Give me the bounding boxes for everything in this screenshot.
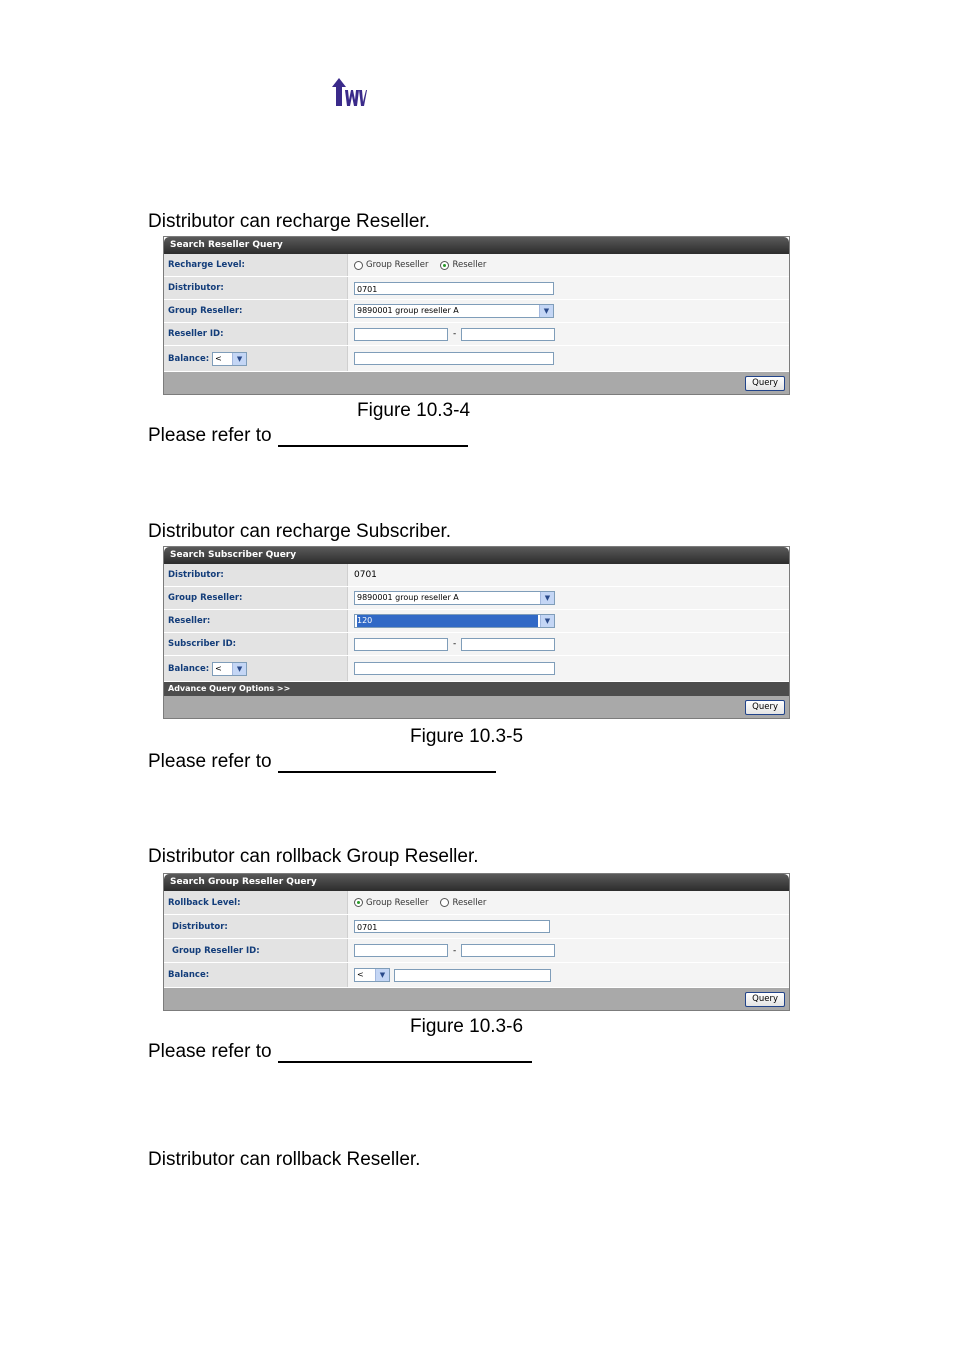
group-reseller-id-from-input[interactable] (354, 944, 448, 957)
reference-blank (278, 427, 468, 447)
group-reseller-label: Group Reseller: (164, 587, 348, 609)
reference-blank (278, 1043, 532, 1063)
figure-caption-1: Figure 10.3-4 (357, 400, 471, 421)
radio-empty-icon (440, 898, 449, 907)
balance-operator-select[interactable]: < ▼ (212, 662, 247, 676)
radio-reseller[interactable]: Reseller (440, 898, 486, 908)
reseller-select[interactable]: 120 ▼ (354, 614, 555, 628)
radio-group-reseller[interactable]: Group Reseller (354, 898, 428, 908)
chevron-down-icon: ▼ (540, 592, 554, 604)
reseller-id-label: Reseller ID: (164, 323, 348, 345)
balance-label: Balance: (164, 963, 348, 987)
query-button[interactable]: Query (745, 700, 785, 715)
balance-operator-select[interactable]: < ▼ (212, 352, 247, 366)
balance-input[interactable] (394, 969, 551, 982)
search-subscriber-query-panel (163, 546, 790, 719)
figure-caption-2: Figure 10.3-5 (410, 726, 524, 747)
distributor-input[interactable]: 0701 (354, 920, 550, 933)
intro-rollback-group-reseller: Distributor can rollback Group Reseller. (148, 846, 479, 867)
intro-recharge-reseller: Distributor can recharge Reseller. (148, 211, 430, 232)
figure-caption-3: Figure 10.3-6 (410, 1016, 524, 1037)
reseller-id-from-input[interactable] (354, 328, 448, 341)
radio-empty-icon (354, 261, 363, 270)
radio-selected-icon (440, 261, 449, 270)
reseller-id-to-input[interactable] (461, 328, 555, 341)
subscriber-id-from-input[interactable] (354, 638, 448, 651)
panel-title: Search Reseller Query (164, 237, 789, 254)
balance-label: Balance: < ▼ (164, 346, 348, 371)
reseller-label: Reseller: (164, 610, 348, 632)
panel-title: Search Subscriber Query (164, 547, 789, 564)
radio-group-reseller[interactable]: Group Reseller (354, 260, 428, 270)
refer-line-2: Please refer to (148, 751, 496, 773)
chevron-down-icon: ▼ (232, 353, 246, 365)
group-reseller-label: Group Reseller: (164, 300, 348, 322)
subscriber-id-label: Subscriber ID: (164, 633, 348, 655)
intro-rollback-reseller: Distributor can rollback Reseller. (148, 1149, 421, 1170)
range-dash: - (453, 639, 457, 649)
distributor-input[interactable]: 0701 (354, 282, 554, 295)
query-button[interactable]: Query (745, 376, 785, 391)
subscriber-id-to-input[interactable] (461, 638, 555, 651)
range-dash: - (453, 945, 457, 956)
distributor-label: Distributor: (164, 277, 348, 299)
recharge-level-label: Recharge Level: (164, 254, 348, 276)
refer-line-1: Please refer to (148, 425, 468, 447)
distributor-value: 0701 (348, 564, 789, 586)
group-reseller-id-label: Group Reseller ID: (164, 939, 348, 962)
brand-logo-icon (331, 78, 367, 108)
intro-recharge-subscriber: Distributor can recharge Subscriber. (148, 521, 452, 542)
radio-reseller[interactable]: Reseller (440, 260, 486, 270)
advance-query-options-link[interactable]: Advance Query Options >> (164, 682, 789, 696)
chevron-down-icon: ▼ (232, 663, 246, 675)
panel-title: Search Group Reseller Query (164, 874, 789, 891)
distributor-label: Distributor: (164, 915, 348, 938)
reference-blank (278, 753, 496, 773)
refer-line-3: Please refer to (148, 1041, 532, 1063)
balance-input[interactable] (354, 662, 555, 675)
chevron-down-icon: ▼ (539, 305, 553, 317)
group-reseller-id-to-input[interactable] (461, 944, 555, 957)
radio-selected-icon (354, 898, 363, 907)
balance-label: Balance: < ▼ (164, 656, 348, 681)
search-reseller-query-panel (163, 236, 790, 395)
balance-operator-select[interactable]: < ▼ (354, 968, 390, 982)
balance-input[interactable] (354, 352, 554, 365)
chevron-down-icon: ▼ (540, 615, 554, 627)
chevron-down-icon: ▼ (375, 969, 389, 981)
group-reseller-select[interactable]: 9890001 group reseller A ▼ (354, 304, 554, 318)
distributor-label: Distributor: (164, 564, 348, 586)
range-dash: - (453, 329, 457, 339)
rollback-level-label: Rollback Level: (164, 891, 348, 914)
group-reseller-select[interactable]: 9890001 group reseller A ▼ (354, 591, 555, 605)
query-button[interactable]: Query (745, 992, 785, 1007)
search-group-reseller-query-panel (163, 873, 790, 1011)
